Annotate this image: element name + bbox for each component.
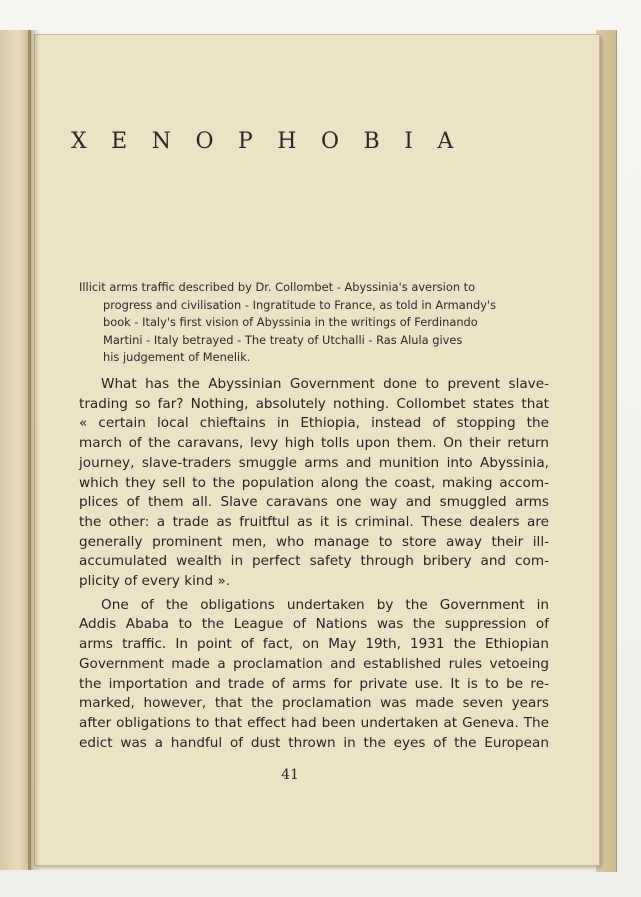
body-text bbox=[79, 375, 549, 753]
text-line: plicity of every kind ». bbox=[79, 573, 231, 590]
text-line: plices of them all. Slave caravans one way and smuggled arms bbox=[79, 494, 549, 511]
text-line: the other: a trade as fruitftul as it is criminal. These dealers are bbox=[79, 513, 549, 530]
text-line: « certain local chieftains in Ethiopia, instead of stopping the bbox=[79, 415, 549, 432]
chapter-title: XENOPHOBIA bbox=[71, 129, 478, 154]
paragraph-1 bbox=[79, 375, 549, 592]
page-number: 41 bbox=[281, 767, 299, 783]
synopsis-line: his judgement of Menelik. bbox=[103, 350, 251, 365]
text-line: march of the caravans, levy high tolls upon them. On their return bbox=[79, 435, 549, 452]
page-content bbox=[35, 35, 599, 865]
text-line: marked, however, that the proclamation was made seven years bbox=[79, 695, 549, 712]
text-line: What has the Abyssinian Government done to prevent slave- bbox=[101, 376, 549, 392]
text-line: trading so far? Nothing, absolutely nothing. Collombet states that bbox=[79, 395, 549, 412]
text-line: generally prominent men, who manage to store away their ill- bbox=[79, 533, 549, 550]
text-line: Government made a proclamation and established rules vetoeing bbox=[79, 655, 549, 672]
text-line: the importation and trade of arms for private use. It is to be re- bbox=[79, 675, 549, 692]
text-line: One of the obligations undertaken by the Government in bbox=[101, 596, 549, 613]
synopsis-line: book - Italy's first vision of Abyssinia in the writings of Ferdinando bbox=[103, 315, 478, 330]
book-page bbox=[34, 34, 600, 866]
synopsis-line: Martini - Italy betrayed - The treaty of Utchalli - Ras Alula gives bbox=[103, 332, 463, 347]
text-line: Addis Ababa to the League of Nations was the suppression of bbox=[79, 616, 549, 633]
text-line: which they sell to the population along the coast, making accom- bbox=[79, 474, 549, 491]
left-page-edge bbox=[0, 30, 31, 870]
text-line: after obligations to that effect had been undertaken at Geneva. The bbox=[79, 714, 549, 731]
text-line: journey, slave-traders smuggle arms and munition into Abyssinia, bbox=[79, 454, 549, 471]
gutter-shadow bbox=[28, 30, 40, 870]
synopsis-line: Illicit arms traffic described by Dr. Collombet - Abyssinia's aversion to bbox=[79, 280, 476, 294]
text-line: edict was a handful of dust thrown in the eyes of the European bbox=[79, 734, 549, 751]
synopsis-line: progress and civilisation - Ingratitude to France, as told in Armandy's bbox=[103, 297, 497, 312]
text-line: arms traffic. In point of fact, on May 19th, 1931 the Ethiopian bbox=[79, 636, 549, 653]
text-line: accumulated wealth in perfect safety through bribery and com- bbox=[79, 553, 549, 570]
chapter-synopsis bbox=[79, 279, 529, 367]
paragraph-2 bbox=[79, 596, 549, 754]
